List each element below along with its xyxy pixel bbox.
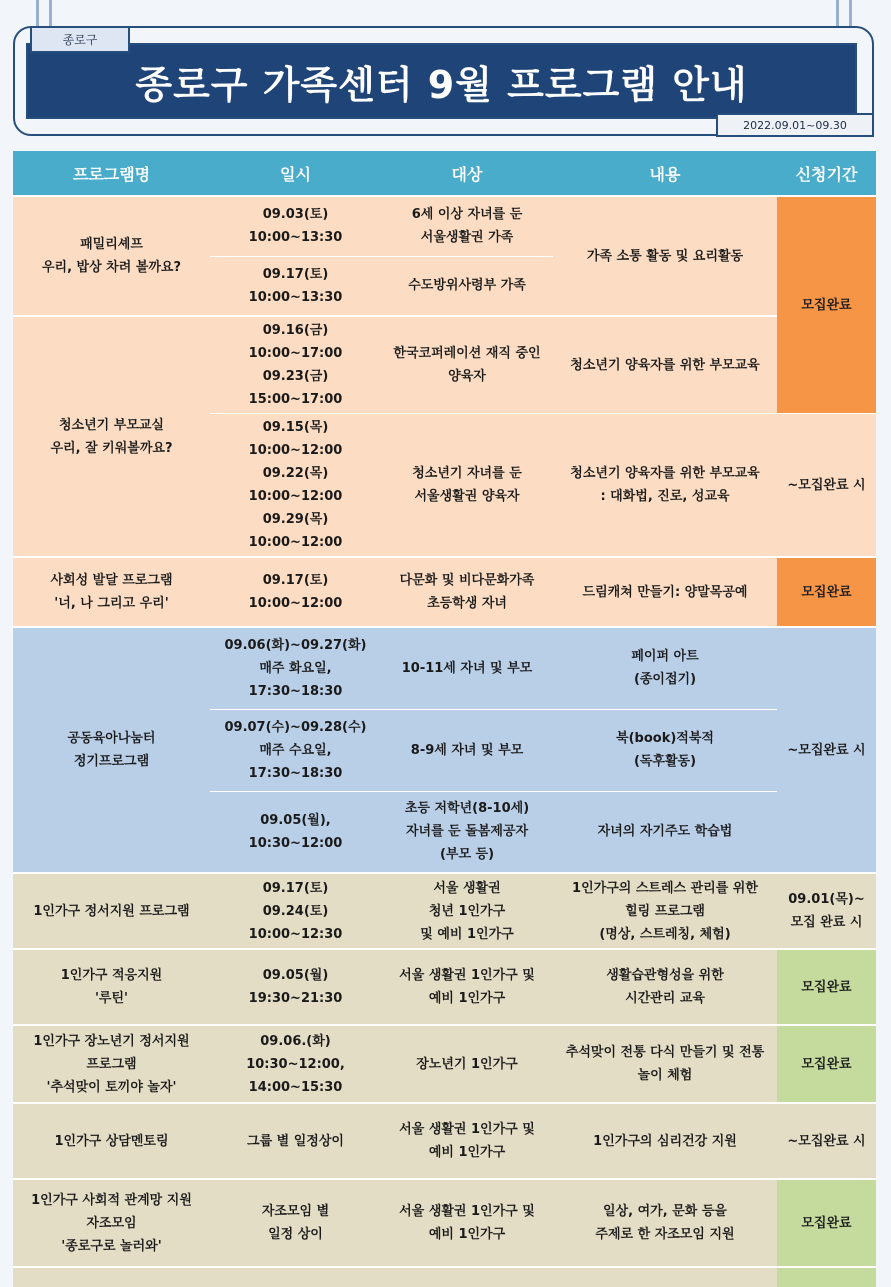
table-row xyxy=(13,196,876,256)
table-row xyxy=(13,1025,876,1103)
session-date: 09.17(토) 09.24(토) 10:00~12:30 xyxy=(210,873,381,949)
table-row xyxy=(13,627,876,709)
program-content: 자녀의 자기주도 학습법 xyxy=(553,791,777,873)
session-date: 그룹 별 일정상이 xyxy=(210,1103,381,1179)
status-badge: 모집완료 xyxy=(777,949,876,1025)
program-content: 페이퍼 아트 (종이접기) xyxy=(553,627,777,709)
title-banner xyxy=(26,43,857,119)
session-target: 6세 이상 자녀를 둔 서울생활권 가족 xyxy=(381,196,553,256)
program-content: 생활습관형성을 위한 시간관리 교육 xyxy=(553,949,777,1025)
period-tag: 2022.09.01~09.30 xyxy=(716,113,874,137)
program-content: 1인가구의 스트레스 관리를 위한 힐링 프로그램 (명상, 스트레칭, 체험) xyxy=(553,873,777,949)
program-name: 1인가구 정서지원 프로그램 xyxy=(13,873,210,949)
program-name: 1인가구 장노년기 정서지원 프로그램 '추석맞이 토끼야 놀자' xyxy=(13,1025,210,1103)
session-target: 장노년기 1인가구 xyxy=(381,1025,553,1103)
col-header-date: 일시 xyxy=(210,151,381,196)
program-name: 1인가구 상담멘토링 xyxy=(13,1103,210,1179)
session-target: 서울 생활권 청년 1인가구 및 예비 1인가구 xyxy=(381,873,553,949)
session-target: 청소년기 자녀를 둔 서울생활권 양육자 xyxy=(381,414,553,558)
table-row xyxy=(13,1103,876,1179)
status-badge: ~모집완료 시 xyxy=(777,627,876,873)
table-row xyxy=(13,949,876,1025)
empty-cell xyxy=(381,1267,553,1287)
status-badge: ~모집완료 시 xyxy=(777,1103,876,1179)
session-target: 초등 저학년(8-10세) 자녀를 둔 돌봄제공자 (부모 등) xyxy=(381,791,553,873)
program-name: 1인가구 적응지원 '루틴' xyxy=(13,949,210,1025)
empty-cell xyxy=(777,1267,876,1287)
session-date: 09.17(토) 10:00~12:00 xyxy=(210,557,381,627)
empty-cell xyxy=(210,1267,381,1287)
program-name: 공동육아나눔터 정기프로그램 xyxy=(13,627,210,873)
status-badge: 모집완료 xyxy=(777,1025,876,1103)
session-target: 10-11세 자녀 및 부모 xyxy=(381,627,553,709)
program-content: 일상, 여가, 문화 등을 주제로 한 자조모임 지원 xyxy=(553,1179,777,1267)
status-badge: 09.01(목)~ 모집 완료 시 xyxy=(777,873,876,949)
program-content: 드림캐쳐 만들기: 양말목공예 xyxy=(553,557,777,627)
program-content: 북(book)적북적 (독후활동) xyxy=(553,709,777,791)
table-row xyxy=(13,557,876,627)
program-table xyxy=(13,151,876,1287)
session-target: 다문화 및 비다문화가족 초등학생 자녀 xyxy=(381,557,553,627)
program-name: 청소년기 부모교실 우리, 잘 키워볼까요? xyxy=(13,316,210,557)
status-badge: 모집완료 xyxy=(777,1179,876,1267)
session-target: 한국코퍼레이션 재직 중인 양육자 xyxy=(381,316,553,414)
col-header-period: 신청기간 xyxy=(777,151,876,196)
session-date: 09.03(토) 10:00~13:30 xyxy=(210,196,381,256)
session-date: 09.05(월), 10:30~12:00 xyxy=(210,791,381,873)
session-target: 서울 생활권 1인가구 및 예비 1인가구 xyxy=(381,1103,553,1179)
session-target: 서울 생활권 1인가구 및 예비 1인가구 xyxy=(381,1179,553,1267)
col-header-content: 내용 xyxy=(553,151,777,196)
session-date: 09.05(월) 19:30~21:30 xyxy=(210,949,381,1025)
session-date: 09.06(화)~09.27(화) 매주 화요일, 17:30~18:30 xyxy=(210,627,381,709)
program-content: 청소년기 양육자를 위한 부모교육 : 대화법, 진로, 성교육 xyxy=(553,414,777,558)
session-date: 09.07(수)~09.28(수) 매주 수요일, 17:30~18:30 xyxy=(210,709,381,791)
status-badge: 모집완료 xyxy=(777,196,876,414)
session-target: 8-9세 자녀 및 부모 xyxy=(381,709,553,791)
session-date: 09.17(토) 10:00~13:30 xyxy=(210,256,381,316)
session-date: 09.15(목) 10:00~12:00 09.22(목) 10:00~12:00 09.29(목) 10:00~12:00 xyxy=(210,414,381,558)
session-date: 자조모임 별 일정 상이 xyxy=(210,1179,381,1267)
session-target: 서울 생활권 1인가구 및 예비 1인가구 xyxy=(381,949,553,1025)
empty-cell xyxy=(553,1267,777,1287)
table-row xyxy=(13,873,876,949)
table-row xyxy=(13,316,876,414)
status-badge: 모집완료 xyxy=(777,557,876,627)
status-badge: ~모집완료 시 xyxy=(777,414,876,558)
table-header-row xyxy=(13,151,876,196)
program-name: 1인가구 사회적 관계망 지원 자조모임 '종로구로 놀러와' xyxy=(13,1179,210,1267)
program-content: 추석맞이 전통 다식 만들기 및 전통 놀이 체험 xyxy=(553,1025,777,1103)
session-target: 수도방위사령부 가족 xyxy=(381,256,553,316)
table-row-cutoff xyxy=(13,1267,876,1287)
program-content: 가족 소통 활동 및 요리활동 xyxy=(553,196,777,316)
session-date: 09.16(금) 10:00~17:00 09.23(금) 15:00~17:00 xyxy=(210,316,381,414)
session-date: 09.06.(화) 10:30~12:00, 14:00~15:30 xyxy=(210,1025,381,1103)
page-title: 종로구 가족센터 9월 프로그램 안내 xyxy=(135,62,748,107)
program-content: 1인가구의 심리건강 지원 xyxy=(553,1103,777,1179)
district-tag: 종로구 xyxy=(30,26,130,53)
empty-cell xyxy=(13,1267,210,1287)
col-header-program: 프로그램명 xyxy=(13,151,210,196)
col-header-target: 대상 xyxy=(381,151,553,196)
program-name: 패밀리셰프 우리, 밥상 차려 볼까요? xyxy=(13,196,210,316)
program-name: 사회성 발달 프로그램 '너, 나 그리고 우리' xyxy=(13,557,210,627)
program-content: 청소년기 양육자를 위한 부모교육 xyxy=(553,316,777,414)
table-row xyxy=(13,1179,876,1267)
